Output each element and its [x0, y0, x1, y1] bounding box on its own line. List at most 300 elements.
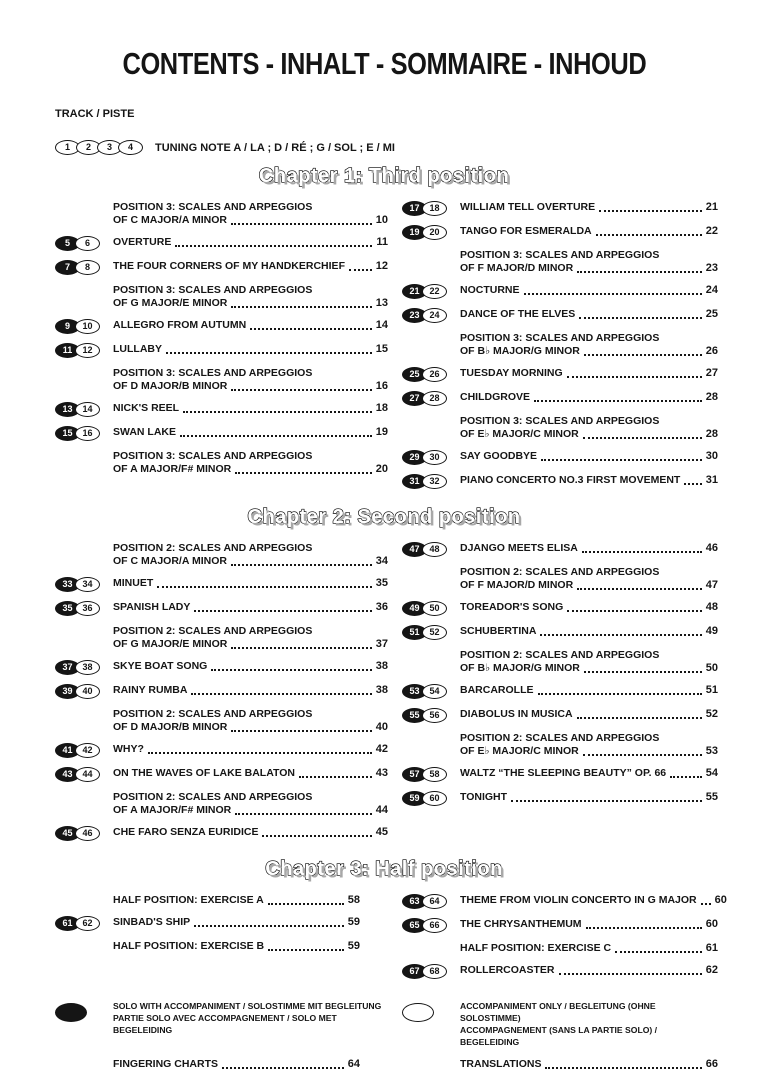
dotted-leader [545, 1067, 701, 1069]
page-number: 24 [705, 284, 718, 296]
track-number-pair [55, 743, 113, 758]
track-number-solo-oval: 67 [402, 964, 427, 979]
tuning-track-ovals [55, 140, 143, 155]
entry-title: TANGO FOR ESMERALDA [460, 225, 592, 237]
entry-title: NICK'S REEL [113, 402, 180, 414]
legend-section [55, 1000, 768, 1048]
dotted-leader [262, 835, 371, 837]
dotted-leader [584, 671, 702, 673]
toc-entry-row [402, 474, 718, 489]
track-number-accompaniment-oval: 10 [75, 319, 100, 334]
entry-text [460, 791, 718, 804]
chapter-columns [55, 201, 768, 498]
page-number: 49 [705, 625, 718, 637]
entry-title-line2 [113, 721, 388, 734]
toc-entry-row [55, 201, 388, 227]
entry-text [460, 284, 718, 297]
entry-title-line2 [460, 942, 718, 955]
page-number: 38 [375, 684, 388, 696]
toc-entry-row [55, 426, 388, 441]
entry-title-line2 [113, 601, 388, 614]
toc-entry-row [402, 708, 718, 723]
entry-title: OF E♭ MAJOR/C MINOR [460, 428, 579, 440]
track-number-solo-oval: 53 [402, 684, 427, 699]
entry-text [113, 201, 388, 227]
track-number-solo-oval: 11 [55, 343, 80, 358]
entry-title-line1: POSITION 3: SCALES AND ARPEGGIOS [460, 332, 660, 344]
track-number-solo-oval: 65 [402, 918, 427, 933]
track-number-pair [402, 601, 460, 616]
track-number-accompaniment-oval: 8 [75, 260, 100, 275]
track-number-pair [55, 767, 113, 782]
legend-accompaniment-line1: ACCOMPANIMENT ONLY / BEGLEITUNG (OHNE SOLOSTIMME) [460, 1001, 656, 1023]
track-number-accompaniment-oval: 40 [75, 684, 100, 699]
track-number-pair [402, 391, 460, 406]
entry-text [460, 649, 718, 675]
page-number: 66 [705, 1058, 718, 1070]
legend-solo-line2: PARTIE SOLO AVEC ACCOMPAGNEMENT / SOLO MET BEGELEIDING [113, 1013, 337, 1035]
toc-entry-row [402, 791, 718, 806]
dotted-leader [583, 754, 702, 756]
footer-column-left [55, 1058, 388, 1080]
entry-text [113, 426, 388, 439]
page-number: 53 [705, 745, 718, 757]
toc-entry-row [55, 236, 388, 251]
entry-title: SKYE BOAT SONG [113, 660, 208, 672]
track-number-accompaniment-oval: 50 [422, 601, 447, 616]
page-number: 44 [375, 804, 388, 816]
dotted-leader [541, 459, 702, 461]
dotted-leader [194, 925, 344, 927]
track-number-pair [55, 402, 113, 417]
entry-text [460, 918, 718, 931]
footer-entry-row [402, 1058, 718, 1071]
entry-title-line2 [460, 662, 718, 675]
entry-title: MINUET [113, 577, 154, 589]
page-number: 15 [375, 343, 388, 355]
entry-title: ALLEGRO FROM AUTUMN [113, 319, 247, 331]
tuning-track-oval: 1 [55, 140, 80, 155]
entry-title-line2 [460, 225, 718, 238]
page-number: 35 [375, 577, 388, 589]
toc-entry-row [402, 894, 727, 909]
tuning-note-label: TUNING NOTE A / LA ; D / RÉ ; G / SOL ; E / MI [155, 141, 395, 154]
entry-title-line2 [460, 918, 718, 931]
page-number: 38 [375, 660, 388, 672]
chapter-column-right [402, 542, 718, 850]
track-number-accompaniment-oval: 46 [75, 826, 100, 841]
track-number-solo-oval: 43 [55, 767, 80, 782]
entry-text [113, 319, 388, 332]
entry-text [460, 225, 718, 238]
entry-title-line1: POSITION 2: SCALES AND ARPEGGIOS [460, 566, 660, 578]
chapter-column-left [55, 894, 388, 988]
chapter-column-right [402, 201, 718, 498]
page-number: 27 [705, 367, 718, 379]
entry-text [460, 249, 718, 275]
toc-entry-row [402, 225, 718, 240]
page-number: 61 [705, 942, 718, 954]
track-number-pair [402, 201, 460, 216]
entry-text [113, 284, 388, 310]
toc-entry-row [402, 732, 718, 758]
dotted-leader [701, 903, 711, 905]
page-number: 14 [375, 319, 388, 331]
toc-entry-row [55, 791, 388, 817]
entry-text [113, 542, 388, 568]
legend-accompaniment-badge [402, 1000, 460, 1022]
entry-text [460, 450, 718, 463]
track-number-accompaniment-oval: 66 [422, 918, 447, 933]
entry-title-line2 [113, 894, 388, 907]
entry-text [113, 708, 388, 734]
page-number: 51 [705, 684, 718, 696]
entry-text [113, 940, 388, 953]
tuning-note-row [55, 140, 768, 155]
toc-entry-row [402, 767, 718, 782]
entry-text [113, 577, 388, 590]
entry-title: THE CHRYSANTHEMUM [460, 918, 582, 930]
toc-entry-row [402, 918, 718, 933]
chapters-container [0, 165, 768, 988]
page-number: 64 [347, 1058, 360, 1070]
footer-rows [55, 1058, 768, 1080]
entry-title: OF G MAJOR/E MINOR [113, 297, 228, 309]
entry-title-line2 [113, 638, 388, 651]
entry-title: THEME FROM VIOLIN CONCERTO IN G MAJOR [460, 894, 697, 906]
track-number-solo-oval: 19 [402, 225, 427, 240]
legend-accompaniment [402, 1000, 718, 1048]
entry-title: BARCAROLLE [460, 684, 534, 696]
entry-text [460, 566, 718, 592]
entry-title: HALF POSITION: EXERCISE A [113, 894, 264, 906]
track-number-accompaniment-oval: 6 [75, 236, 100, 251]
track-number-accompaniment-oval: 12 [75, 343, 100, 358]
entry-title-line2 [460, 308, 718, 321]
entry-title-line2 [460, 201, 718, 214]
toc-entry-row [55, 767, 388, 782]
entry-title: OF B♭ MAJOR/G MINOR [460, 662, 580, 674]
track-number-pair [402, 894, 460, 909]
track-number-solo-oval: 33 [55, 577, 80, 592]
entry-title-line2 [113, 463, 388, 476]
track-number-solo-oval: 39 [55, 684, 80, 699]
entry-title: SINBAD'S SHIP [113, 916, 191, 928]
track-number-solo-oval: 5 [55, 236, 80, 251]
entry-title: SAY GOODBYE [460, 450, 538, 462]
dotted-leader [194, 610, 371, 612]
toc-entry-row [55, 319, 388, 334]
entry-text [113, 402, 388, 415]
track-number-solo-oval: 15 [55, 426, 80, 441]
entry-title-line2 [460, 767, 718, 780]
chapter-heading: Chapter 2: Second position [247, 506, 521, 528]
legend-accompaniment-line2: ACCOMPAGNEMENT (SANS LA PARTIE SOLO) / BEGELEIDING [460, 1025, 658, 1047]
track-piste-label: TRACK / PISTE [55, 108, 135, 120]
entry-title-line2 [113, 804, 388, 817]
page-number: 59 [347, 940, 360, 952]
entry-title-line1: POSITION 3: SCALES AND ARPEGGIOS [113, 367, 313, 379]
legend-solo-badge [55, 1000, 113, 1022]
entry-title-line2 [460, 601, 718, 614]
page-number: 28 [705, 391, 718, 403]
page-number: 23 [705, 262, 718, 274]
track-number-solo-oval: 57 [402, 767, 427, 782]
entry-text [113, 260, 388, 273]
track-number-solo-oval: 41 [55, 743, 80, 758]
dotted-leader [583, 437, 702, 439]
toc-entry-row [55, 743, 388, 758]
footer-column-right [402, 1058, 718, 1080]
dotted-leader [231, 389, 371, 391]
entry-title-line2 [460, 542, 718, 555]
tuning-track-oval: 4 [118, 140, 143, 155]
tuning-track-oval: 2 [76, 140, 101, 155]
entry-title-line2 [460, 708, 718, 721]
dotted-leader [299, 776, 372, 778]
entry-title-line2 [460, 1058, 718, 1071]
track-number-accompaniment-oval: 38 [75, 660, 100, 675]
toc-entry-row [402, 249, 718, 275]
entry-title: SWAN LAKE [113, 426, 176, 438]
entry-text [113, 743, 388, 756]
chapter-heading: Chapter 3: Half position [265, 858, 503, 880]
page-number: 12 [375, 260, 388, 272]
entry-title-line2 [460, 262, 718, 275]
entry-title-line1: POSITION 3: SCALES AND ARPEGGIOS [113, 201, 313, 213]
entry-title: NOCTURNE [460, 284, 520, 296]
entry-title-line2 [113, 743, 388, 756]
dotted-leader [582, 551, 702, 553]
entry-title-line1: POSITION 2: SCALES AND ARPEGGIOS [113, 542, 313, 554]
entry-title: OF D MAJOR/B MINOR [113, 721, 228, 733]
entry-text [113, 791, 388, 817]
entry-text [113, 625, 388, 651]
entry-title-line1: POSITION 3: SCALES AND ARPEGGIOS [113, 450, 313, 462]
entry-text [460, 308, 718, 321]
track-number-solo-oval: 35 [55, 601, 80, 616]
legend-accompaniment-text [460, 1000, 718, 1048]
toc-entry-row [55, 660, 388, 675]
dotted-leader [191, 693, 371, 695]
toc-entry-row [55, 684, 388, 699]
entry-text [460, 942, 718, 955]
entry-title: TUESDAY MORNING [460, 367, 563, 379]
dotted-leader [567, 376, 702, 378]
page-number: 18 [375, 402, 388, 414]
chapter-columns [55, 894, 768, 988]
legend-solo-line1: SOLO WITH ACCOMPANIMENT / SOLOSTIMME MIT BEGLEITUNG [113, 1001, 382, 1011]
track-number-solo-oval: 55 [402, 708, 427, 723]
page-title [0, 0, 768, 82]
dotted-leader [670, 776, 702, 778]
track-number-solo-oval: 63 [402, 894, 427, 909]
dotted-leader [175, 245, 372, 247]
entry-title-line2 [460, 284, 718, 297]
entry-title: OF E♭ MAJOR/C MINOR [460, 745, 579, 757]
page-number: 59 [347, 916, 360, 928]
track-number-accompaniment-oval: 24 [422, 308, 447, 323]
toc-entry-row [55, 402, 388, 417]
page-number: 58 [347, 894, 360, 906]
entry-text [460, 542, 718, 555]
entry-title: PIANO CONCERTO NO.3 FIRST MOVEMENT [460, 474, 681, 486]
toc-entry-row [55, 826, 388, 841]
page-number: 10 [375, 214, 388, 226]
page-number: 22 [705, 225, 718, 237]
toc-entry-row [402, 566, 718, 592]
legend-solo [55, 1000, 388, 1036]
entry-title: OVERTURE [113, 236, 172, 248]
track-number-solo-oval: 7 [55, 260, 80, 275]
entry-title-line2 [460, 428, 718, 441]
entry-title: SCHUBERTINA [460, 625, 537, 637]
entry-title-line1: POSITION 3: SCALES AND ARPEGGIOS [460, 249, 660, 261]
entry-text [113, 767, 388, 780]
entry-title-line2 [113, 826, 388, 839]
track-number-accompaniment-oval: 26 [422, 367, 447, 382]
track-number-pair [55, 916, 113, 931]
page-number: 46 [705, 542, 718, 554]
track-number-accompaniment-oval: 60 [422, 791, 447, 806]
entry-title-line2 [460, 745, 718, 758]
dotted-leader [180, 435, 372, 437]
page-number: 30 [705, 450, 718, 462]
toc-entry-row [55, 343, 388, 358]
entry-text [113, 343, 388, 356]
track-number-pair [55, 343, 113, 358]
track-number-pair [402, 767, 460, 782]
entry-text [460, 1058, 718, 1071]
dotted-leader [231, 564, 372, 566]
dotted-leader [596, 234, 702, 236]
dotted-leader [231, 647, 371, 649]
track-number-accompaniment-oval: 42 [75, 743, 100, 758]
entry-text [113, 916, 388, 929]
page-number: 21 [705, 201, 718, 213]
entry-title-line2 [113, 940, 388, 953]
page-number: 60 [705, 918, 718, 930]
toc-entry-row [55, 916, 388, 931]
dotted-leader [538, 693, 702, 695]
track-number-solo-oval: 25 [402, 367, 427, 382]
entry-title-line1: POSITION 3: SCALES AND ARPEGGIOS [460, 415, 660, 427]
track-number-solo-oval: 59 [402, 791, 427, 806]
page-number: 48 [705, 601, 718, 613]
entry-title: OF C MAJOR/A MINOR [113, 555, 227, 567]
track-number-pair [55, 260, 113, 275]
entry-title-line2 [113, 236, 388, 249]
entry-title-line2 [113, 297, 388, 310]
track-number-accompaniment-oval: 56 [422, 708, 447, 723]
dotted-leader [166, 352, 372, 354]
entry-text [113, 601, 388, 614]
chapter-heading: Chapter 1: Third position [258, 165, 510, 187]
toc-entry-row [55, 284, 388, 310]
track-number-solo-oval: 61 [55, 916, 80, 931]
entry-title: TRANSLATIONS [460, 1058, 542, 1070]
legend-solo-text [113, 1000, 388, 1036]
dotted-leader [577, 588, 702, 590]
entry-title: OF C MAJOR/A MINOR [113, 214, 227, 226]
entry-title: OF G MAJOR/E MINOR [113, 638, 228, 650]
entry-title-line2 [113, 1058, 388, 1071]
entry-title: THE FOUR CORNERS OF MY HANDKERCHIEF [113, 260, 345, 272]
entry-title-line2 [460, 579, 718, 592]
page-number: 60 [714, 894, 727, 906]
entry-text [113, 236, 388, 249]
track-number-pair [402, 450, 460, 465]
entry-title: CHILDGROVE [460, 391, 531, 403]
chapter-column-right [402, 894, 727, 988]
track-number-accompaniment-oval: 48 [422, 542, 447, 557]
entry-title-line2 [113, 319, 388, 332]
entry-text [113, 1058, 388, 1071]
toc-entry-row [402, 450, 718, 465]
track-number-pair [402, 791, 460, 806]
toc-entry-row [55, 450, 388, 476]
entry-title-line2 [113, 767, 388, 780]
track-number-solo-oval: 13 [55, 402, 80, 417]
track-number-pair [55, 319, 113, 334]
solo-track-oval-icon [55, 1003, 87, 1022]
dotted-leader [222, 1067, 344, 1069]
track-number-pair [402, 708, 460, 723]
entry-text [113, 450, 388, 476]
toc-entry-row [55, 940, 388, 953]
entry-title: DANCE OF THE ELVES [460, 308, 576, 320]
toc-entry-row [55, 601, 388, 616]
track-number-accompaniment-oval: 52 [422, 625, 447, 640]
toc-entry-row [402, 284, 718, 299]
dotted-leader [183, 411, 372, 413]
toc-entry-row [402, 415, 718, 441]
entry-title-line2 [460, 964, 718, 977]
entry-text [113, 660, 388, 673]
page-number: 25 [705, 308, 718, 320]
track-number-accompaniment-oval: 62 [75, 916, 100, 931]
track-number-pair [402, 542, 460, 557]
dotted-leader [231, 306, 371, 308]
track-number-accompaniment-oval: 14 [75, 402, 100, 417]
entry-text [460, 732, 718, 758]
track-number-accompaniment-oval: 54 [422, 684, 447, 699]
entry-title: TONIGHT [460, 791, 508, 803]
dotted-leader [559, 973, 702, 975]
entry-text [460, 767, 718, 780]
entry-text [113, 894, 388, 907]
track-number-solo-oval: 21 [402, 284, 427, 299]
entry-title: RAINY RUMBA [113, 684, 188, 696]
toc-entry-row [402, 942, 718, 955]
entry-text [460, 964, 718, 977]
track-number-accompaniment-oval: 18 [422, 201, 447, 216]
track-number-solo-oval: 29 [402, 450, 427, 465]
entry-title: LULLABY [113, 343, 162, 355]
entry-title-line2 [113, 214, 388, 227]
entry-text [460, 601, 718, 614]
toc-entry-row [55, 260, 388, 275]
chapter-columns [55, 542, 768, 850]
page-number: 43 [375, 767, 388, 779]
track-number-solo-oval: 47 [402, 542, 427, 557]
dotted-leader [599, 210, 702, 212]
track-number-accompaniment-oval: 36 [75, 601, 100, 616]
track-number-pair [55, 660, 113, 675]
entry-title-line2 [460, 474, 718, 487]
dotted-leader [511, 800, 702, 802]
track-number-accompaniment-oval: 28 [422, 391, 447, 406]
